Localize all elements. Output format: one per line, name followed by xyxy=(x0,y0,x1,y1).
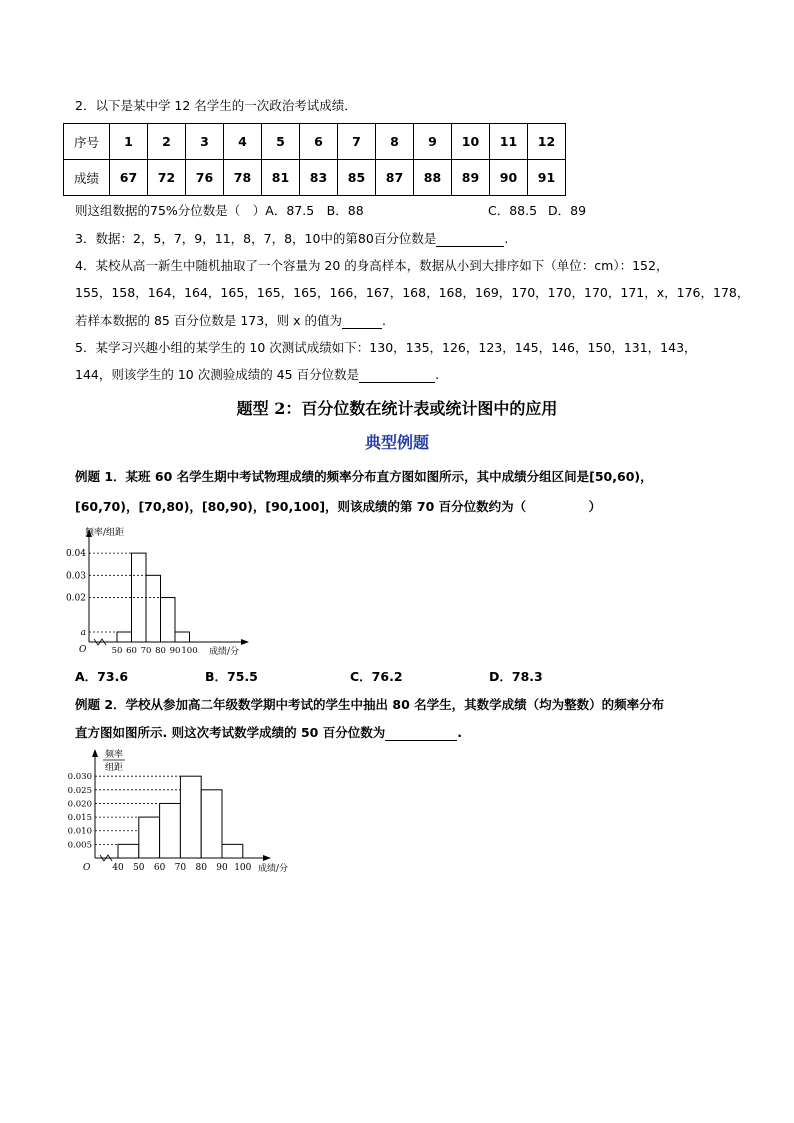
q2-option-d: D．89 xyxy=(548,203,587,218)
table-cell: 2 xyxy=(148,124,186,160)
table-cell: 10 xyxy=(452,124,490,160)
histogram-bar xyxy=(146,575,161,642)
x-tick-label: 60 xyxy=(126,646,137,656)
section-subtitle: 典型例题 xyxy=(364,433,429,452)
table-cell: 85 xyxy=(338,160,376,196)
table-cell: 12 xyxy=(528,124,566,160)
answer-blank xyxy=(342,316,382,329)
table-cell: 81 xyxy=(262,160,300,196)
origin-label: O xyxy=(79,645,87,655)
y-axis-label: 频率/组距 xyxy=(85,528,125,538)
table-cell: 83 xyxy=(300,160,338,196)
q4-line2: 155，158，164，164，165，165，165，166，167，168，168，169，170，170，170，171，x，176，178， xyxy=(75,285,750,300)
histogram-chart-2 xyxy=(65,745,315,880)
x-axis-label: 成绩/分 xyxy=(209,647,240,657)
histogram-chart-1 xyxy=(65,525,255,665)
ex2-line1: 例题 2．学校从参加高二年级数学期中考试的学生中抽出 80 名学生，其数学成绩（均为整数）的频率分布 xyxy=(75,697,665,712)
q5-line1: 5．某学习兴趣小组的某学生的 10 次测试成绩如下：130，135，126，123，145，146，150，131，143， xyxy=(75,340,697,355)
ex1-option-d: D．78.3 xyxy=(489,669,543,684)
histogram-bar xyxy=(222,844,243,858)
ex1-option-c: C．76.2 xyxy=(350,669,403,684)
answer-blank xyxy=(436,234,504,247)
ex2-line2-wrap xyxy=(75,725,462,741)
x-axis-label: 成绩/分 xyxy=(258,864,289,874)
histogram-bar xyxy=(139,817,160,858)
x-tick-label: 80 xyxy=(195,863,207,873)
axis-break-icon xyxy=(100,855,112,861)
row-label-index: 序号 xyxy=(64,124,110,160)
x-tick-label: 90 xyxy=(169,646,181,656)
y-tick-label: 0.020 xyxy=(67,799,92,810)
ex1-line2: [60,70)，[70,80)，[80,90)，[90,100]，则该成绩的第 70 百分位数约为（ ） xyxy=(75,499,602,514)
table-row xyxy=(64,160,566,196)
y-tick-label: a xyxy=(80,628,86,638)
table-cell: 87 xyxy=(376,160,414,196)
y-tick-label: 0.04 xyxy=(65,549,86,560)
histogram-bar xyxy=(117,632,132,642)
x-tick-label: 90 xyxy=(216,863,228,873)
y-axis-label-top: 频率 xyxy=(105,750,124,760)
histogram-bar xyxy=(160,803,181,858)
histogram-bar xyxy=(201,790,222,858)
table-cell: 8 xyxy=(376,124,414,160)
y-axis-arrow xyxy=(92,749,98,757)
ex1-line1: 例题 1．某班 60 名学生期中考试物理成绩的频率分布直方图如图所示，其中成绩分组区间是[50,60)， xyxy=(75,469,653,484)
ex2-line2: 直方图如图所示. 则这次考试数学成绩的 50 百分位数为 xyxy=(75,725,386,740)
table-cell: 7 xyxy=(338,124,376,160)
q4-line3: 若样本数据的 85 百分位数是 173，则 x 的值为 xyxy=(75,313,343,328)
y-axis-label-bottom: 组距 xyxy=(105,763,124,773)
y-tick-label: 0.030 xyxy=(67,772,92,783)
x-tick-label: 100 xyxy=(234,863,252,873)
ex1-option-b: B．75.5 xyxy=(205,669,258,684)
table-cell: 90 xyxy=(490,160,528,196)
q2-intro: 2．以下是某中学 12 名学生的一次政治考试成绩． xyxy=(75,98,357,113)
q5-line2-wrap xyxy=(75,367,439,383)
origin-label: O xyxy=(83,863,91,873)
q2-question: 则这组数据的75%分位数是（ ）A．87.5 B．88 xyxy=(75,203,364,218)
table-cell: 78 xyxy=(224,160,262,196)
q4-end: . xyxy=(382,313,387,328)
y-tick-label: 0.005 xyxy=(67,840,92,851)
y-tick-label: 0.015 xyxy=(67,813,92,824)
q4-line1: 4．某校从高一新生中随机抽取了一个容量为 20 的身高样本，数据从小到大排序如下（单位：cm）：152， xyxy=(75,258,669,273)
table-cell: 76 xyxy=(186,160,224,196)
table-row xyxy=(64,124,566,160)
q3-text xyxy=(75,231,508,247)
table-cell: 6 xyxy=(300,124,338,160)
x-tick-label: 80 xyxy=(155,646,166,656)
x-tick-label: 100 xyxy=(181,646,198,656)
x-tick-label: 50 xyxy=(111,646,123,656)
answer-blank xyxy=(359,370,435,383)
axis-break-icon xyxy=(94,639,106,645)
x-tick-label: 60 xyxy=(153,863,166,873)
scores-table xyxy=(63,123,566,196)
table-cell: 89 xyxy=(452,160,490,196)
ex1-option-a: A．73.6 xyxy=(75,669,129,684)
ex2-end: . xyxy=(457,725,462,740)
table-cell: 1 xyxy=(110,124,148,160)
x-tick-label: 70 xyxy=(140,646,152,656)
q2-option-c: C．88.5 xyxy=(488,203,538,218)
table-cell: 88 xyxy=(414,160,452,196)
q3-stem: 3．数据：2，5，7，9，11，8，7，8，10中的第80百分位数是 xyxy=(75,231,437,246)
q3-end: . xyxy=(504,231,509,246)
table-cell: 4 xyxy=(224,124,262,160)
x-axis-arrow xyxy=(241,639,249,645)
x-tick-label: 40 xyxy=(112,863,124,873)
row-label-score: 成绩 xyxy=(64,160,110,196)
q5-end: . xyxy=(435,367,440,382)
y-tick-label: 0.025 xyxy=(67,785,92,796)
x-tick-label: 70 xyxy=(174,863,187,873)
q4-line3-wrap xyxy=(75,313,386,329)
y-tick-label: 0.02 xyxy=(65,593,86,604)
table-cell: 3 xyxy=(186,124,224,160)
histogram-bar xyxy=(180,776,201,858)
histogram-bar xyxy=(175,632,190,642)
y-tick-label: 0.010 xyxy=(67,826,92,837)
histogram-bar xyxy=(161,598,176,642)
table-cell: 67 xyxy=(110,160,148,196)
x-axis-arrow xyxy=(263,855,271,861)
table-cell: 11 xyxy=(490,124,528,160)
table-cell: 5 xyxy=(262,124,300,160)
histogram-bar xyxy=(118,844,139,858)
y-tick-label: 0.03 xyxy=(65,571,86,582)
table-cell: 72 xyxy=(148,160,186,196)
x-tick-label: 50 xyxy=(133,863,145,873)
table-cell: 9 xyxy=(414,124,452,160)
section-title: 题型 2：百分位数在统计表或统计图中的应用 xyxy=(236,399,558,418)
q5-line2: 144，则该学生的 10 次测验成绩的 45 百分位数是 xyxy=(75,367,360,382)
table-cell: 91 xyxy=(528,160,566,196)
answer-blank xyxy=(385,728,457,741)
